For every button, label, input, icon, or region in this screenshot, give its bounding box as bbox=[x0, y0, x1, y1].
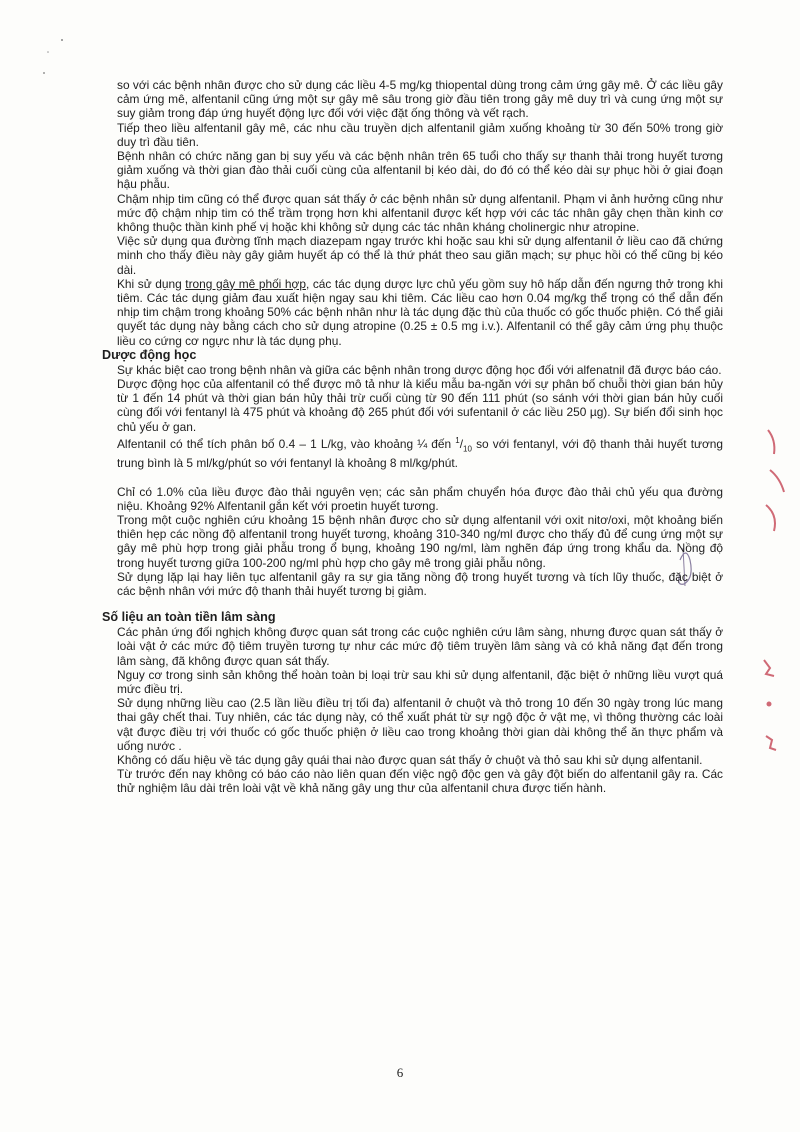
body-text bbox=[102, 78, 723, 796]
paragraph: Trong một cuộc nghiên cứu khoảng 15 bệnh nhân được cho sử dụng alfentanil với oxit nitơ/oxi, một khoảng biến thiên hẹp các nồng độ alfentanil trong huyết tương, khoảng 310-340 ng/ml được cho thấy đủ để cung ứng một sự gây mê phù hợp trong giải phẫu trong ổ bụng, khoảng 190 ng/ml, làm nghẽn đáp ứng trong khẩu da. Nồng độ trong huyết tương giữa 100-200 ng/ml phù hợp cho gây mê trong giải phẫu nông. bbox=[117, 513, 723, 570]
paragraph: Việc sử dụng qua đường tĩnh mạch diazepam ngay trước khi hoặc sau khi sử dụng alfentanil ở liều cao đã chứng minh cho thấy điều này gây giảm huyết áp có thể là thứ phát theo sau giãn mạch; sự phục hồi có thể cũng bị kéo dài. bbox=[117, 234, 723, 277]
underlined-phrase: trong gây mê phối hợp bbox=[185, 276, 306, 291]
speck bbox=[61, 39, 63, 41]
paragraph: Chỉ có 1.0% của liều được đào thải nguyên vẹn; các sản phẩm chuyển hóa được đào thải chủ yếu qua đường niệu. Khoảng 92% Alfentanil gắn kết với proetin huyết tương. bbox=[117, 484, 723, 513]
paragraph: Sự khác biệt cao trong bệnh nhân và giữa các bệnh nhân trong dược động học đối với alfenatnil đã được báo cáo. bbox=[117, 362, 722, 377]
paragraph-gap bbox=[117, 598, 723, 610]
paragraph: Bệnh nhân có chức năng gan bị suy yếu và các bệnh nhân trên 65 tuổi cho thấy sự thanh thải trong huyết tương giảm xuống và thời gian đào thải cuối cùng của alfentanil bị kéo dài, do đó có thể kéo dài sự phục hồi ở giai đoạn hậu phẫu. bbox=[117, 149, 723, 192]
speck bbox=[43, 72, 45, 74]
paragraph: Tiếp theo liều alfentanil gây mê, các nhu cầu truyền dịch alfentanil giảm xuống khoảng từ 30 đến 50% trong giờ duy trì đầu tiên. bbox=[117, 120, 723, 149]
page-number: 6 bbox=[396, 1065, 404, 1080]
paragraph: Từ trước đến nay không có báo cáo nào liên quan đến việc ngộ độc gen và gây đột biến do alfentanil gây ra. Các thử nghiệm lâu dài trên loài vật về khả năng gây ung thư của alfentanil chưa được tiến hành. bbox=[117, 767, 723, 796]
paragraph: Khi sử dụng trong gây mê phối hợp, các tác dụng dược lực chủ yếu gồm suy hô hấp dẫn đến ngưng thở trong khi tiêm. Các tác dụng giảm đau xuất hiện ngay sau khi tiêm. Các liều cao hơn 0.04 mg/kg thể trọng có thể dẫn đến nhịp tim chậm trong khoảng 50% các bệnh nhân như là tác dụng đặc thù của thuốc có gốc thuốc phiện. Có thể giải quyết tác dụng này bằng cách cho sử dụng atropine (0.25 ± 0.5 mg i.v.). Alfentanil có thể gây cảm ứng phụ thuộc liều co cứng cơ ngực như là tác dụng phụ. bbox=[117, 276, 723, 348]
paragraph: Sử dụng lặp lại hay liên tục alfentanil gây ra sự gia tăng nồng độ trong huyết tương và tích lũy thuốc, đặc biệt ở các bệnh nhân với mức độ thanh thải huyết tương bị giảm. bbox=[117, 569, 723, 599]
section-heading: Dược động học bbox=[102, 347, 197, 362]
paragraph: Sử dụng những liều cao (2.5 lần liều điều trị tối đa) alfentanil ở chuột và thỏ trong 10 đến 30 ngày trong lúc mang thai gây chết thai. Tuy nhiên, các tác dụng này, có thể xuất phát từ sự ngộ độc ở vật mẹ, vì thông thường các loài vật được điều trị với thuốc có gốc thuốc phiện ở liều cao trong khoảng thời gian dài không thể ăn thực phẩm và uống nước . bbox=[117, 696, 723, 753]
paragraph-gap bbox=[117, 471, 723, 485]
red-stamp-fragment bbox=[764, 430, 784, 750]
paragraph: Dược động học của alfentanil có thể được mô tả như là kiểu mẫu ba-ngăn với sự phân bố chuỗi thời gian bán hủy từ 1 đến 14 phút và thời gian bán hủy thải trừ cuối cùng từ 90 đến 111 phút (so sánh với thời gian bán hủy cuối cùng đối với fentanyl là 475 phút và khoảng độ 265 phút đối với sufentanil ở các liều 250 µg). Sự biến đổi sinh học chủ yếu ở gan. bbox=[117, 377, 723, 434]
paragraph: Chậm nhịp tim cũng có thể được quan sát thấy ở các bệnh nhân sử dụng alfentanil. Phạm vi ảnh hưởng cũng như mức độ chậm nhịp tim có thể trầm trọng hơn khi alfentanil được kết hợp với các tác nhân gây chẹn thần kinh cơ không thuộc thần kinh phế vị hoặc khi không sử dụng các tác nhân kháng cholinergic như atropine. bbox=[117, 191, 723, 235]
paragraph: Alfentanil có thể tích phân bố 0.4 – 1 L/kg, vào khoảng ¼ đến $^1/_{10}$ so với fentanyl, với độ thanh thải huyết tương trung bình là 5 ml/kg/phút so với fentanyl là khoảng 8 ml/kg/phút. bbox=[117, 435, 723, 471]
section-heading: Số liệu an toàn tiền lâm sàng bbox=[102, 610, 276, 625]
paragraph: so với các bệnh nhân được cho sử dụng các liều 4-5 mg/kg thiopental dùng trong cảm ứng gây mê. Ở các liều gây cảm ứng mê, alfentanil cũng ứng một sự gây mê sâu trong giờ đầu tiên trong gây mê duy trì và cung ứng một sự suy giảm trong đáp ứng huyết động lực đối với việc đặt ống thông và vết rạch. bbox=[117, 78, 723, 121]
paragraph: Nguy cơ trong sinh sản không thể hoàn toàn bị loại trừ sau khi sử dụng alfentanil, đặc biệt ở những liều vượt quá mức điều trị. bbox=[117, 667, 723, 697]
speck bbox=[47, 51, 49, 53]
paragraph: Các phản ứng đối nghịch không được quan sát trong các cuộc nghiên cứu lâm sàng, nhưng được quan sát thấy ở loài vật ở các mức độ tiêm truyền tương tự như các mức độ tiêm truyền lâm sàng và có khả năng đạt đến trong lâm sàng, đã không được quan sát thấy. bbox=[117, 625, 723, 668]
paragraph: Không có dấu hiệu về tác dụng gây quái thai nào được quan sát thấy ở chuột và thỏ sau khi sử dụng alfentanil. bbox=[117, 753, 703, 768]
